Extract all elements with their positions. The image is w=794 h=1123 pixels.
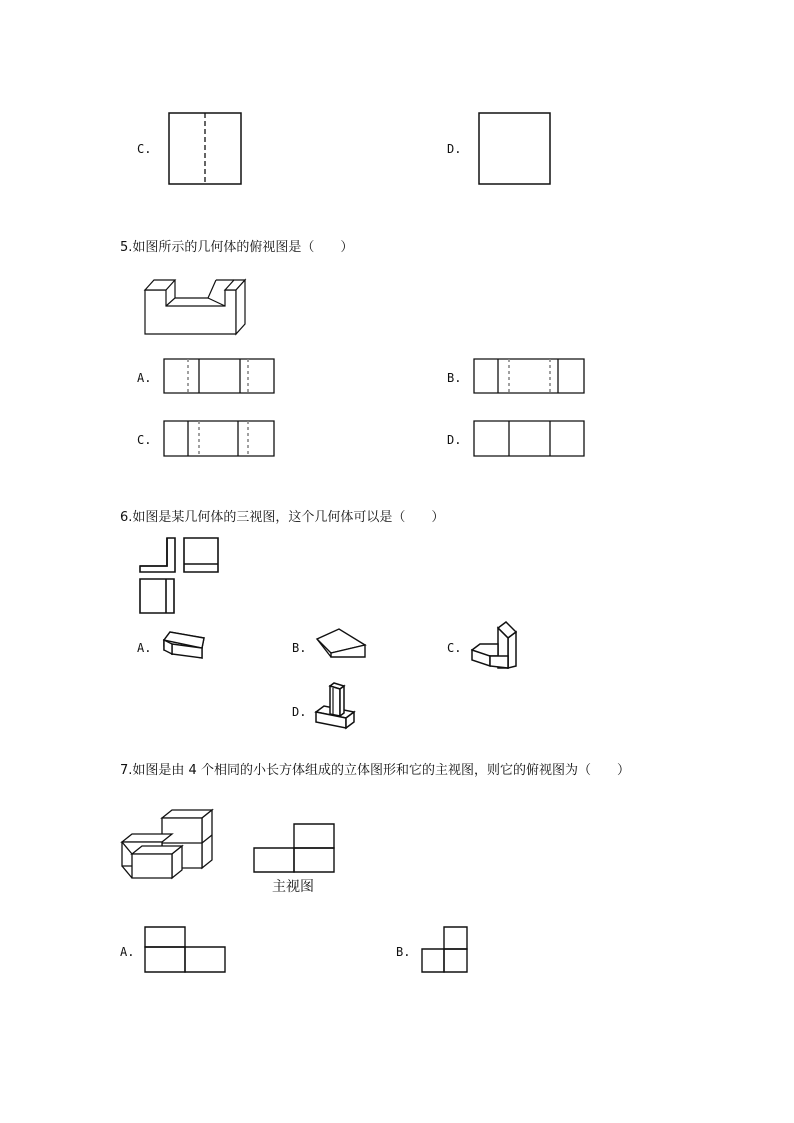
q7-option-b-label: B. bbox=[396, 945, 411, 959]
q4-option-d-figure bbox=[478, 112, 552, 186]
q5-option-b-label: B. bbox=[447, 371, 462, 385]
q5-option-d-figure bbox=[473, 420, 585, 457]
q7-option-a-label: A. bbox=[120, 945, 135, 959]
q5-option-b-figure bbox=[473, 358, 585, 394]
q7-option-b-figure bbox=[421, 926, 471, 974]
q5-question-text: 5.如图所示的几何体的俯视图是（ ） bbox=[120, 240, 354, 255]
q5-option-a-figure bbox=[163, 358, 275, 394]
q7-front-view-caption: 主视图 bbox=[272, 879, 314, 895]
q5-option-d-label: D. bbox=[447, 433, 462, 447]
q4-option-c-label: C. bbox=[137, 142, 152, 156]
q4-option-c-figure bbox=[168, 112, 242, 186]
q6-option-d-label: D. bbox=[292, 705, 307, 719]
q6-option-d-figure bbox=[314, 682, 356, 734]
q6-option-a-label: A. bbox=[137, 641, 152, 655]
q6-option-c-label: C. bbox=[447, 641, 462, 655]
q6-option-c-figure bbox=[470, 620, 522, 670]
q7-question-text: 7.如图是由 4 个相同的小长方体组成的立体图形和它的主视图，则它的俯视图为（ ） bbox=[120, 763, 630, 778]
q5-option-a-label: A. bbox=[137, 371, 152, 385]
q6-option-b-figure bbox=[315, 627, 369, 661]
q7-option-a-figure bbox=[144, 926, 228, 974]
q6-option-b-label: B. bbox=[292, 641, 307, 655]
q5-solid-figure bbox=[144, 278, 248, 338]
q5-option-c-label: C. bbox=[137, 433, 152, 447]
q5-option-c-figure bbox=[163, 420, 275, 457]
q7-solid-figure bbox=[120, 808, 216, 882]
q7-front-view-figure bbox=[253, 823, 337, 873]
q6-option-a-figure bbox=[162, 630, 206, 662]
q4-option-d-label: D. bbox=[447, 142, 462, 156]
q6-three-view-figure bbox=[138, 536, 222, 616]
q6-question-text: 6.如图是某几何体的三视图，这个几何体可以是（ ） bbox=[120, 510, 445, 525]
